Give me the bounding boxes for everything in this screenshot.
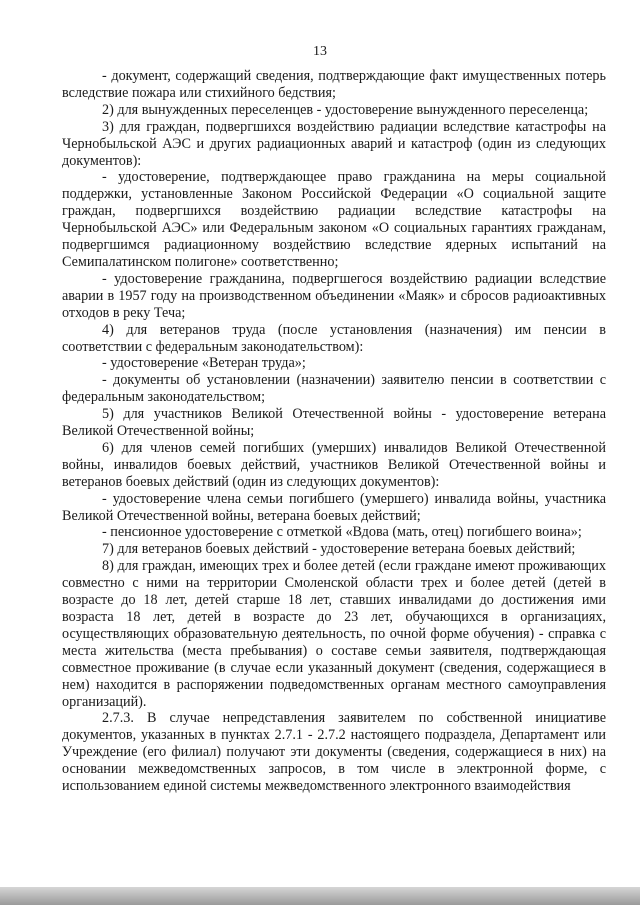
paragraph: 6) для членов семей погибших (умерших) инвалидов Великой Отечественной войны, инвалидов боевых действий, участников Великой Отечественной войны и ветеранов боевых действий (один из следующих документов): [62, 439, 606, 490]
paragraph: - документ, содержащий сведения, подтверждающие факт имущественных потерь вследствие пожара или стихийного бедствия; [62, 68, 606, 101]
paragraph: - удостоверение гражданина, подвергшегося воздействию радиации вследствие аварии в 1957 году на производственном объединении «Маяк» и сбросов радиоактивных отходов в реку Теча; [62, 270, 606, 321]
paragraph: 2) для вынужденных переселенцев - удостоверение вынужденного переселенца; [102, 101, 589, 118]
paragraph: 4) для ветеранов труда (после установления (назначения) им пенсии в соответствии с федеральным законодательством): [62, 321, 606, 355]
paragraph: - удостоверение, подтверждающее право гражданина на меры социальной поддержки, установленные Законом Российской Федерации «О социальной защите граждан, подвергшихся воздействию радиации вследствие катастрофы на Чернобыльской АЭС» или Федеральным законом «О социальных гарантиях гражданам, подвергшимся радиационному воздействию вследствие ядерных испытаний на Семипалатинском полигоне» соответственно; [62, 169, 606, 270]
paragraph: - пенсионное удостоверение с отметкой «Вдова (мать, отец) погибшего воина»; [102, 524, 582, 541]
paragraph: 2.7.3. В случае непредставления заявителем по собственной инициативе документов, указанных в пунктах 2.7.1 - 2.7.2 настоящего подраздела, Департамент или Учреждение (его филиал) получают эти документы (сведения, содержащиеся в них) на основании межведомственных запросов, в том числе в электронной форме, с использованием единой системы межведомственного электронного взаимодействия [62, 710, 606, 795]
paragraph: - удостоверение члена семьи погибшего (умершего) инвалида войны, участника Великой Отечественной войны, ветерана боевых действий; [62, 490, 606, 524]
paragraph: 8) для граждан, имеющих трех и более детей (если граждане имеют проживающих совместно с ними на территории Смоленской области трех и более детей (детей в возрасте до 18 лет, детей старше 18 лет, ставших инвалидами до достижения ими возраста 18 лет, детей в возрасте до 23 лет, обучающихся в организациях, осуществляющих образовательную деятельность, по очной форме обучения) - справка с места жительства (места пребывания) о составе семьи заявителя, подтверждающая совместное проживание (в случае если указанный документ (сведения, содержащиеся в нем) находится в распоряжении подведомственных органам местного самоуправления организаций). [62, 558, 606, 710]
document-body [62, 68, 606, 795]
paragraph: - удостоверение «Ветеран труда»; [102, 355, 306, 372]
paragraph: 5) для участников Великой Отечественной войны - удостоверение ветерана Великой Отечественной войны; [62, 406, 606, 440]
paragraph: 7) для ветеранов боевых действий - удостоверение ветерана боевых действий; [102, 541, 576, 558]
page-number: 13 [313, 44, 327, 59]
scan-edge [0, 887, 640, 905]
paragraph: 3) для граждан, подвергшихся воздействию радиации вследствие катастрофы на Чернобыльской АЭС и других радиационных аварий и катастроф (один из следующих документов): [62, 118, 606, 169]
paragraph: - документы об установлении (назначении) заявителю пенсии в соответствии с федеральным законодательством; [62, 372, 606, 406]
